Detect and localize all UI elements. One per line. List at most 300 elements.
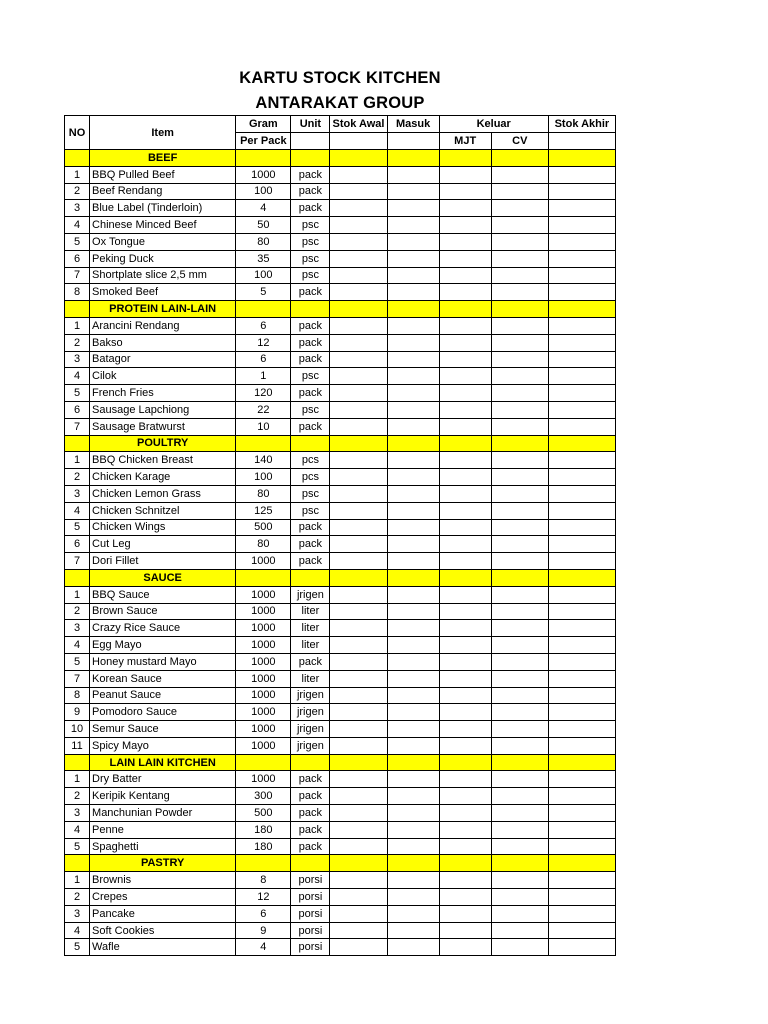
stok-akhir-cell[interactable]	[548, 217, 615, 234]
unit: pack	[291, 821, 330, 838]
keluar-mjt-cell[interactable]	[439, 637, 491, 654]
masuk-cell[interactable]	[387, 737, 439, 754]
blank-cell	[330, 569, 387, 586]
stok-akhir-cell[interactable]	[548, 401, 615, 418]
keluar-cv-cell[interactable]	[491, 502, 548, 519]
stok-awal-cell[interactable]	[330, 771, 387, 788]
page-title: KARTU STOCK KITCHEN	[239, 69, 441, 87]
masuk-cell[interactable]	[387, 485, 439, 502]
keluar-cv-cell[interactable]	[491, 670, 548, 687]
unit: psc	[291, 502, 330, 519]
unit: psc	[291, 368, 330, 385]
stok-awal-cell[interactable]	[330, 939, 387, 956]
keluar-cv-cell[interactable]	[491, 166, 548, 183]
gram-per-pack: 1000	[236, 737, 291, 754]
stok-awal-cell[interactable]	[330, 233, 387, 250]
masuk-cell[interactable]	[387, 250, 439, 267]
masuk-cell[interactable]	[387, 469, 439, 486]
stok-akhir-cell[interactable]	[548, 620, 615, 637]
masuk-cell[interactable]	[387, 586, 439, 603]
gram-per-pack: 4	[236, 939, 291, 956]
keluar-mjt-cell[interactable]	[439, 737, 491, 754]
masuk-cell[interactable]	[387, 452, 439, 469]
stok-awal-cell[interactable]	[330, 267, 387, 284]
category-row	[65, 150, 616, 167]
category-row	[65, 855, 616, 872]
stok-akhir-cell[interactable]	[548, 821, 615, 838]
blank-cell	[491, 150, 548, 167]
keluar-cv-cell[interactable]	[491, 351, 548, 368]
keluar-cv-cell[interactable]	[491, 485, 548, 502]
stok-awal-cell[interactable]	[330, 200, 387, 217]
masuk-cell[interactable]	[387, 687, 439, 704]
stok-awal-cell[interactable]	[330, 620, 387, 637]
stok-awal-cell[interactable]	[330, 603, 387, 620]
header-row-1	[65, 116, 616, 133]
masuk-cell[interactable]	[387, 385, 439, 402]
gram-per-pack: 120	[236, 385, 291, 402]
stok-awal-cell[interactable]	[330, 586, 387, 603]
keluar-cv-cell[interactable]	[491, 250, 548, 267]
stok-awal-cell[interactable]	[330, 536, 387, 553]
keluar-mjt-cell[interactable]	[439, 653, 491, 670]
item-name: Cut Leg	[90, 536, 236, 553]
col-header-item: Item	[90, 116, 236, 150]
keluar-mjt-cell[interactable]	[439, 670, 491, 687]
table-row	[65, 233, 616, 250]
stok-akhir-cell[interactable]	[548, 586, 615, 603]
blank-cell	[548, 301, 615, 318]
table-row	[65, 922, 616, 939]
masuk-cell[interactable]	[387, 502, 439, 519]
keluar-mjt-cell[interactable]	[439, 838, 491, 855]
stok-akhir-cell[interactable]	[548, 317, 615, 334]
stok-awal-cell[interactable]	[330, 502, 387, 519]
blank-cell	[291, 754, 330, 771]
keluar-cv-cell[interactable]	[491, 687, 548, 704]
unit: porsi	[291, 939, 330, 956]
keluar-mjt-cell[interactable]	[439, 586, 491, 603]
stok-akhir-cell[interactable]	[548, 267, 615, 284]
stok-akhir-cell[interactable]	[548, 385, 615, 402]
keluar-mjt-cell[interactable]	[439, 217, 491, 234]
keluar-mjt-cell[interactable]	[439, 519, 491, 536]
stok-akhir-cell[interactable]	[548, 905, 615, 922]
keluar-cv-cell[interactable]	[491, 805, 548, 822]
stok-akhir-cell[interactable]	[548, 805, 615, 822]
stok-akhir-cell[interactable]	[548, 737, 615, 754]
keluar-cv-cell[interactable]	[491, 821, 548, 838]
table-row	[65, 805, 616, 822]
keluar-cv-cell[interactable]	[491, 401, 548, 418]
unit: psc	[291, 267, 330, 284]
col-header-stok-awal: Stok Awal	[330, 116, 387, 133]
keluar-mjt-cell[interactable]	[439, 351, 491, 368]
keluar-mjt-cell[interactable]	[439, 821, 491, 838]
item-name: Bakso	[90, 334, 236, 351]
keluar-mjt-cell[interactable]	[439, 418, 491, 435]
keluar-mjt-cell[interactable]	[439, 452, 491, 469]
stok-akhir-cell[interactable]	[548, 922, 615, 939]
masuk-cell[interactable]	[387, 905, 439, 922]
keluar-mjt-cell[interactable]	[439, 267, 491, 284]
stok-awal-cell[interactable]	[330, 872, 387, 889]
masuk-cell[interactable]	[387, 637, 439, 654]
table-row	[65, 905, 616, 922]
stok-akhir-cell[interactable]	[548, 553, 615, 570]
keluar-mjt-cell[interactable]	[439, 502, 491, 519]
stok-awal-cell[interactable]	[330, 485, 387, 502]
keluar-cv-cell[interactable]	[491, 553, 548, 570]
keluar-cv-cell[interactable]	[491, 889, 548, 906]
stok-awal-cell[interactable]	[330, 317, 387, 334]
masuk-cell[interactable]	[387, 284, 439, 301]
item-name: Peking Duck	[90, 250, 236, 267]
gram-per-pack: 10	[236, 418, 291, 435]
keluar-mjt-cell[interactable]	[439, 603, 491, 620]
stok-awal-cell[interactable]	[330, 637, 387, 654]
masuk-cell[interactable]	[387, 351, 439, 368]
table-row	[65, 687, 616, 704]
masuk-cell[interactable]	[387, 805, 439, 822]
keluar-mjt-cell[interactable]	[439, 200, 491, 217]
stok-akhir-cell[interactable]	[548, 502, 615, 519]
row-number: 10	[65, 721, 90, 738]
masuk-cell[interactable]	[387, 200, 439, 217]
stok-akhir-cell[interactable]	[548, 519, 615, 536]
keluar-cv-cell[interactable]	[491, 872, 548, 889]
row-number: 3	[65, 200, 90, 217]
keluar-mjt-cell[interactable]	[439, 704, 491, 721]
masuk-cell[interactable]	[387, 939, 439, 956]
keluar-mjt-cell[interactable]	[439, 939, 491, 956]
item-name: Soft Cookies	[90, 922, 236, 939]
stok-awal-cell[interactable]	[330, 217, 387, 234]
unit: psc	[291, 401, 330, 418]
keluar-cv-cell[interactable]	[491, 334, 548, 351]
stok-akhir-cell[interactable]	[548, 485, 615, 502]
masuk-cell[interactable]	[387, 771, 439, 788]
table-row	[65, 385, 616, 402]
stok-akhir-cell[interactable]	[548, 250, 615, 267]
keluar-cv-cell[interactable]	[491, 637, 548, 654]
item-name: Beef Rendang	[90, 183, 236, 200]
keluar-cv-cell[interactable]	[491, 317, 548, 334]
item-name: Dori Fillet	[90, 553, 236, 570]
keluar-mjt-cell[interactable]	[439, 805, 491, 822]
keluar-cv-cell[interactable]	[491, 418, 548, 435]
keluar-cv-cell[interactable]	[491, 603, 548, 620]
stok-akhir-cell[interactable]	[548, 603, 615, 620]
category-row	[65, 435, 616, 452]
keluar-cv-cell[interactable]	[491, 200, 548, 217]
stok-akhir-cell[interactable]	[548, 183, 615, 200]
stok-awal-cell[interactable]	[330, 469, 387, 486]
stok-akhir-cell[interactable]	[548, 418, 615, 435]
keluar-cv-cell[interactable]	[491, 536, 548, 553]
blank-cell	[330, 435, 387, 452]
masuk-cell[interactable]	[387, 536, 439, 553]
masuk-cell[interactable]	[387, 519, 439, 536]
row-number: 7	[65, 418, 90, 435]
item-name: Korean Sauce	[90, 670, 236, 687]
stok-awal-cell[interactable]	[330, 351, 387, 368]
keluar-cv-cell[interactable]	[491, 519, 548, 536]
row-number: 5	[65, 653, 90, 670]
masuk-cell[interactable]	[387, 233, 439, 250]
stok-awal-cell[interactable]	[330, 788, 387, 805]
keluar-cv-cell[interactable]	[491, 284, 548, 301]
row-number: 4	[65, 217, 90, 234]
item-name: Batagor	[90, 351, 236, 368]
keluar-cv-cell[interactable]	[491, 620, 548, 637]
masuk-cell[interactable]	[387, 166, 439, 183]
stok-awal-cell[interactable]	[330, 334, 387, 351]
keluar-mjt-cell[interactable]	[439, 620, 491, 637]
table-row	[65, 401, 616, 418]
keluar-cv-cell[interactable]	[491, 385, 548, 402]
row-number: 2	[65, 334, 90, 351]
stok-akhir-cell[interactable]	[548, 939, 615, 956]
unit: pack	[291, 385, 330, 402]
gram-per-pack: 1000	[236, 721, 291, 738]
keluar-cv-cell[interactable]	[491, 704, 548, 721]
item-name: Chinese Minced Beef	[90, 217, 236, 234]
stok-awal-cell[interactable]	[330, 452, 387, 469]
unit: pcs	[291, 469, 330, 486]
stok-awal-cell[interactable]	[330, 553, 387, 570]
keluar-cv-cell[interactable]	[491, 217, 548, 234]
masuk-cell[interactable]	[387, 368, 439, 385]
stok-awal-cell[interactable]	[330, 368, 387, 385]
keluar-cv-cell[interactable]	[491, 267, 548, 284]
stok-awal-cell[interactable]	[330, 519, 387, 536]
keluar-mjt-cell[interactable]	[439, 771, 491, 788]
unit: pack	[291, 284, 330, 301]
gram-per-pack: 6	[236, 905, 291, 922]
row-number: 2	[65, 788, 90, 805]
keluar-cv-cell[interactable]	[491, 452, 548, 469]
keluar-mjt-cell[interactable]	[439, 368, 491, 385]
stok-akhir-cell[interactable]	[548, 788, 615, 805]
stok-akhir-cell[interactable]	[548, 368, 615, 385]
masuk-cell[interactable]	[387, 183, 439, 200]
stok-awal-cell[interactable]	[330, 284, 387, 301]
category-name: POULTRY	[90, 435, 236, 452]
keluar-mjt-cell[interactable]	[439, 385, 491, 402]
stok-akhir-cell[interactable]	[548, 284, 615, 301]
stok-akhir-cell[interactable]	[548, 670, 615, 687]
keluar-mjt-cell[interactable]	[439, 401, 491, 418]
stok-awal-cell[interactable]	[330, 704, 387, 721]
row-number: 6	[65, 250, 90, 267]
stok-awal-cell[interactable]	[330, 821, 387, 838]
stok-awal-cell[interactable]	[330, 166, 387, 183]
table-row	[65, 536, 616, 553]
keluar-cv-cell[interactable]	[491, 368, 548, 385]
keluar-mjt-cell[interactable]	[439, 469, 491, 486]
keluar-mjt-cell[interactable]	[439, 905, 491, 922]
stok-awal-cell[interactable]	[330, 653, 387, 670]
stok-awal-cell[interactable]	[330, 183, 387, 200]
stok-awal-cell[interactable]	[330, 737, 387, 754]
keluar-mjt-cell[interactable]	[439, 485, 491, 502]
masuk-cell[interactable]	[387, 401, 439, 418]
stok-awal-cell[interactable]	[330, 385, 387, 402]
row-number: 1	[65, 166, 90, 183]
masuk-cell[interactable]	[387, 553, 439, 570]
blank-cell	[330, 133, 387, 150]
keluar-mjt-cell[interactable]	[439, 889, 491, 906]
keluar-cv-cell[interactable]	[491, 939, 548, 956]
item-name: Peanut Sauce	[90, 687, 236, 704]
stok-akhir-cell[interactable]	[548, 166, 615, 183]
masuk-cell[interactable]	[387, 838, 439, 855]
keluar-mjt-cell[interactable]	[439, 233, 491, 250]
keluar-mjt-cell[interactable]	[439, 166, 491, 183]
masuk-cell[interactable]	[387, 704, 439, 721]
stok-akhir-cell[interactable]	[548, 721, 615, 738]
blank-cell	[491, 754, 548, 771]
masuk-cell[interactable]	[387, 418, 439, 435]
gram-per-pack: 6	[236, 317, 291, 334]
stok-awal-cell[interactable]	[330, 670, 387, 687]
keluar-mjt-cell[interactable]	[439, 536, 491, 553]
blank-cell	[65, 855, 90, 872]
blank-cell	[491, 569, 548, 586]
masuk-cell[interactable]	[387, 821, 439, 838]
item-name: Sausage Bratwurst	[90, 418, 236, 435]
stok-awal-cell[interactable]	[330, 418, 387, 435]
row-number: 3	[65, 905, 90, 922]
keluar-mjt-cell[interactable]	[439, 922, 491, 939]
keluar-cv-cell[interactable]	[491, 183, 548, 200]
masuk-cell[interactable]	[387, 620, 439, 637]
blank-cell	[330, 150, 387, 167]
stok-akhir-cell[interactable]	[548, 687, 615, 704]
masuk-cell[interactable]	[387, 334, 439, 351]
stok-akhir-cell[interactable]	[548, 838, 615, 855]
stok-akhir-cell[interactable]	[548, 653, 615, 670]
blank-cell	[291, 855, 330, 872]
row-number: 5	[65, 519, 90, 536]
keluar-cv-cell[interactable]	[491, 788, 548, 805]
masuk-cell[interactable]	[387, 317, 439, 334]
unit: pack	[291, 805, 330, 822]
keluar-mjt-cell[interactable]	[439, 334, 491, 351]
keluar-cv-cell[interactable]	[491, 838, 548, 855]
keluar-mjt-cell[interactable]	[439, 250, 491, 267]
keluar-cv-cell[interactable]	[491, 922, 548, 939]
item-name: Spaghetti	[90, 838, 236, 855]
masuk-cell[interactable]	[387, 603, 439, 620]
masuk-cell[interactable]	[387, 889, 439, 906]
blank-cell	[330, 301, 387, 318]
stok-akhir-cell[interactable]	[548, 351, 615, 368]
stok-akhir-cell[interactable]	[548, 233, 615, 250]
row-number: 1	[65, 452, 90, 469]
row-number: 6	[65, 401, 90, 418]
masuk-cell[interactable]	[387, 922, 439, 939]
masuk-cell[interactable]	[387, 670, 439, 687]
keluar-cv-cell[interactable]	[491, 586, 548, 603]
row-number: 3	[65, 351, 90, 368]
gram-per-pack: 80	[236, 485, 291, 502]
col-header-unit: Unit	[291, 116, 330, 133]
stok-akhir-cell[interactable]	[548, 889, 615, 906]
keluar-cv-cell[interactable]	[491, 905, 548, 922]
col-header-cv: CV	[491, 133, 548, 150]
stok-awal-cell[interactable]	[330, 250, 387, 267]
keluar-mjt-cell[interactable]	[439, 721, 491, 738]
unit: jrigen	[291, 687, 330, 704]
gram-per-pack: 1000	[236, 586, 291, 603]
table-row	[65, 771, 616, 788]
item-name: Egg Mayo	[90, 637, 236, 654]
masuk-cell[interactable]	[387, 267, 439, 284]
masuk-cell[interactable]	[387, 721, 439, 738]
stok-awal-cell[interactable]	[330, 905, 387, 922]
unit: porsi	[291, 922, 330, 939]
keluar-mjt-cell[interactable]	[439, 317, 491, 334]
item-name: Honey mustard Mayo	[90, 653, 236, 670]
keluar-mjt-cell[interactable]	[439, 284, 491, 301]
stok-akhir-cell[interactable]	[548, 771, 615, 788]
keluar-mjt-cell[interactable]	[439, 872, 491, 889]
keluar-cv-cell[interactable]	[491, 771, 548, 788]
keluar-cv-cell[interactable]	[491, 653, 548, 670]
keluar-cv-cell[interactable]	[491, 469, 548, 486]
stok-akhir-cell[interactable]	[548, 872, 615, 889]
masuk-cell[interactable]	[387, 788, 439, 805]
keluar-mjt-cell[interactable]	[439, 788, 491, 805]
stok-akhir-cell[interactable]	[548, 452, 615, 469]
stok-awal-cell[interactable]	[330, 401, 387, 418]
stok-akhir-cell[interactable]	[548, 536, 615, 553]
blank-cell	[548, 855, 615, 872]
blank-cell	[236, 435, 291, 452]
keluar-cv-cell[interactable]	[491, 721, 548, 738]
keluar-mjt-cell[interactable]	[439, 183, 491, 200]
stok-awal-cell[interactable]	[330, 721, 387, 738]
stok-awal-cell[interactable]	[330, 687, 387, 704]
masuk-cell[interactable]	[387, 653, 439, 670]
stok-awal-cell[interactable]	[330, 838, 387, 855]
keluar-cv-cell[interactable]	[491, 737, 548, 754]
row-number: 2	[65, 889, 90, 906]
keluar-mjt-cell[interactable]	[439, 553, 491, 570]
keluar-mjt-cell[interactable]	[439, 687, 491, 704]
stok-akhir-cell[interactable]	[548, 637, 615, 654]
stok-awal-cell[interactable]	[330, 805, 387, 822]
table-row	[65, 721, 616, 738]
keluar-cv-cell[interactable]	[491, 233, 548, 250]
stok-awal-cell[interactable]	[330, 889, 387, 906]
stok-akhir-cell[interactable]	[548, 469, 615, 486]
stok-akhir-cell[interactable]	[548, 334, 615, 351]
stok-akhir-cell[interactable]	[548, 704, 615, 721]
gram-per-pack: 35	[236, 250, 291, 267]
masuk-cell[interactable]	[387, 872, 439, 889]
gram-per-pack: 1000	[236, 553, 291, 570]
blank-cell	[548, 133, 615, 150]
blank-cell	[236, 855, 291, 872]
masuk-cell[interactable]	[387, 217, 439, 234]
stok-awal-cell[interactable]	[330, 922, 387, 939]
item-name: Manchunian Powder	[90, 805, 236, 822]
blank-cell	[548, 435, 615, 452]
stok-akhir-cell[interactable]	[548, 200, 615, 217]
